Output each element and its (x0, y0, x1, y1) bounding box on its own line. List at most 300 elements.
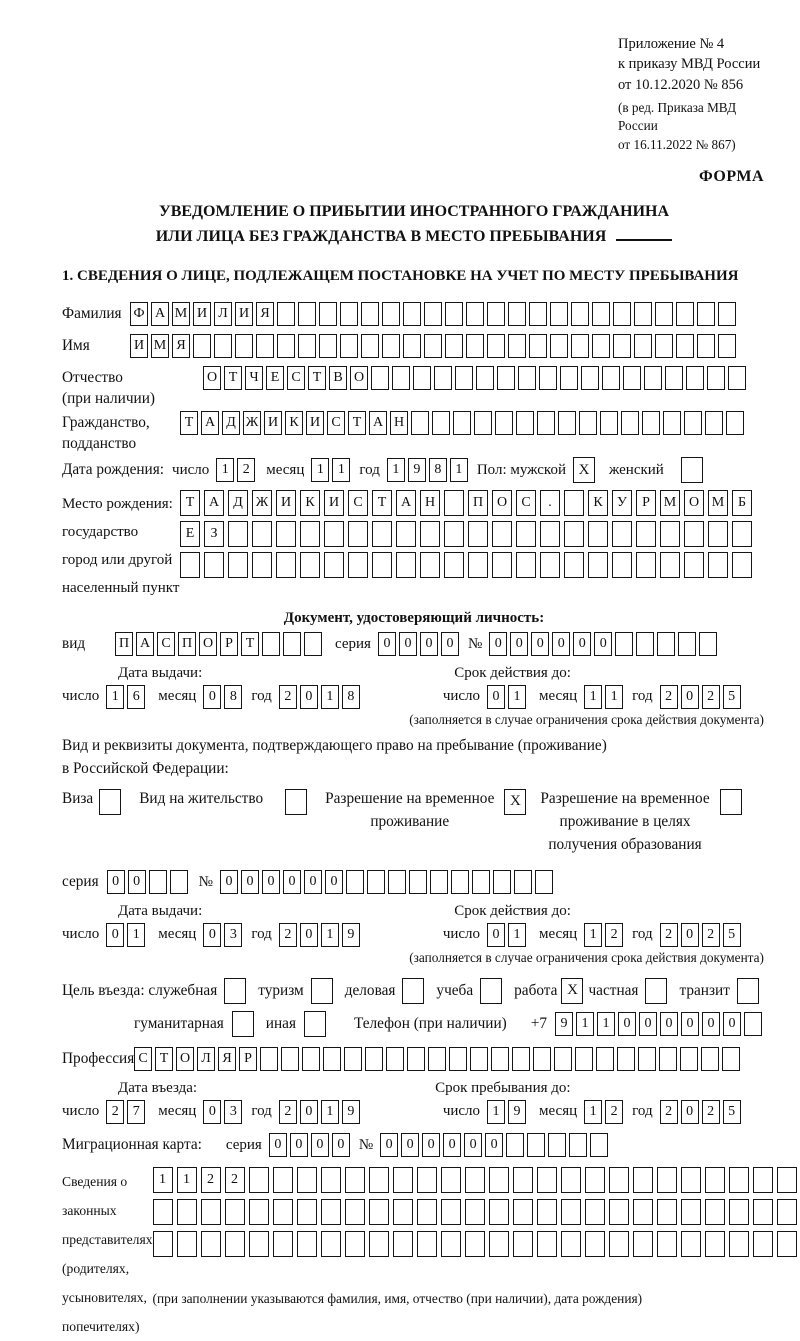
form-cell[interactable] (665, 366, 683, 390)
form-cell[interactable] (300, 521, 320, 547)
form-cell[interactable]: 2 (605, 1100, 623, 1124)
form-cell[interactable] (613, 334, 631, 358)
form-cell[interactable]: Т (180, 490, 200, 516)
form-cell[interactable]: 0 (378, 632, 396, 656)
form-cell[interactable]: 0 (283, 870, 301, 894)
form-cell[interactable] (348, 552, 368, 578)
form-cell[interactable] (149, 870, 167, 894)
form-cell[interactable] (529, 334, 547, 358)
form-cell[interactable]: А (204, 490, 224, 516)
form-cell[interactable] (393, 1199, 413, 1225)
form-cell[interactable] (564, 490, 584, 516)
form-cell[interactable]: С (134, 1047, 152, 1071)
form-cell[interactable] (550, 334, 568, 358)
form-cell[interactable] (636, 552, 656, 578)
form-cell[interactable] (561, 1199, 581, 1225)
form-cell[interactable]: А (136, 632, 154, 656)
form-cell[interactable] (417, 1231, 437, 1257)
form-cell[interactable]: 0 (203, 923, 221, 947)
form-cell[interactable]: 2 (660, 685, 678, 709)
form-cell[interactable] (659, 1047, 677, 1071)
purpose-work-checkbox[interactable]: X (561, 978, 583, 1004)
form-cell[interactable] (561, 1167, 581, 1193)
form-cell[interactable] (434, 366, 452, 390)
form-cell[interactable] (592, 334, 610, 358)
form-cell[interactable]: 9 (408, 458, 426, 482)
form-cell[interactable]: С (157, 632, 175, 656)
form-cell[interactable] (304, 632, 322, 656)
form-cell[interactable] (569, 1133, 587, 1157)
form-cell[interactable] (657, 1231, 677, 1257)
form-cell[interactable]: 0 (300, 685, 318, 709)
form-cell[interactable]: 0 (128, 870, 146, 894)
form-cell[interactable] (660, 521, 680, 547)
form-cell[interactable] (324, 521, 344, 547)
form-cell[interactable] (564, 552, 584, 578)
form-cell[interactable]: 0 (422, 1133, 440, 1157)
form-cell[interactable] (277, 302, 295, 326)
form-cell[interactable] (276, 521, 296, 547)
form-cell[interactable]: О (492, 490, 512, 516)
form-cell[interactable] (214, 334, 232, 358)
form-cell[interactable] (513, 1167, 533, 1193)
form-cell[interactable]: О (203, 366, 221, 390)
purpose-business-checkbox[interactable] (402, 978, 424, 1004)
form-cell[interactable]: 0 (618, 1012, 636, 1036)
form-cell[interactable]: 1 (387, 458, 405, 482)
form-cell[interactable] (686, 366, 704, 390)
form-cell[interactable]: 0 (290, 1133, 308, 1157)
form-cell[interactable] (491, 1047, 509, 1071)
form-cell[interactable]: Я (218, 1047, 236, 1071)
form-cell[interactable]: П (115, 632, 133, 656)
form-cell[interactable] (548, 1133, 566, 1157)
form-cell[interactable] (345, 1199, 365, 1225)
form-cell[interactable]: 0 (269, 1133, 287, 1157)
form-cell[interactable] (396, 552, 416, 578)
form-cell[interactable] (345, 1167, 365, 1193)
form-cell[interactable] (590, 1133, 608, 1157)
form-cell[interactable]: 0 (311, 1133, 329, 1157)
form-cell[interactable]: 2 (702, 1100, 720, 1124)
form-cell[interactable]: 5 (723, 923, 741, 947)
form-cell[interactable] (744, 1012, 762, 1036)
form-cell[interactable] (493, 870, 511, 894)
form-cell[interactable]: М (172, 302, 190, 326)
form-cell[interactable] (514, 870, 532, 894)
form-cell[interactable] (612, 552, 632, 578)
form-cell[interactable] (612, 521, 632, 547)
form-cell[interactable] (655, 302, 673, 326)
form-cell[interactable] (588, 552, 608, 578)
form-cell[interactable] (558, 411, 576, 435)
form-cell[interactable] (321, 1199, 341, 1225)
form-cell[interactable] (298, 334, 316, 358)
form-cell[interactable] (537, 1231, 557, 1257)
form-cell[interactable] (699, 632, 717, 656)
form-cell[interactable]: Т (180, 411, 198, 435)
form-cell[interactable]: 0 (380, 1133, 398, 1157)
form-cell[interactable] (676, 334, 694, 358)
form-cell[interactable] (372, 521, 392, 547)
form-cell[interactable] (533, 1047, 551, 1071)
form-cell[interactable] (596, 1047, 614, 1071)
form-cell[interactable]: 1 (487, 1100, 505, 1124)
form-cell[interactable]: 0 (660, 1012, 678, 1036)
form-cell[interactable] (492, 552, 512, 578)
form-cell[interactable]: О (176, 1047, 194, 1071)
form-cell[interactable] (465, 1167, 485, 1193)
form-cell[interactable]: З (204, 521, 224, 547)
form-cell[interactable] (470, 1047, 488, 1071)
form-cell[interactable] (487, 302, 505, 326)
form-cell[interactable] (297, 1231, 317, 1257)
form-cell[interactable]: 0 (681, 1012, 699, 1036)
purpose-humanitarian-checkbox[interactable] (232, 1011, 254, 1037)
form-cell[interactable] (393, 1167, 413, 1193)
form-cell[interactable] (777, 1231, 797, 1257)
form-cell[interactable]: К (300, 490, 320, 516)
form-cell[interactable] (516, 411, 534, 435)
form-cell[interactable] (449, 1047, 467, 1071)
form-cell[interactable] (420, 552, 440, 578)
form-cell[interactable] (235, 334, 253, 358)
form-cell[interactable] (513, 1231, 533, 1257)
form-cell[interactable] (585, 1199, 605, 1225)
form-cell[interactable] (753, 1167, 773, 1193)
sex-male-checkbox[interactable]: X (573, 457, 595, 483)
form-cell[interactable] (319, 302, 337, 326)
form-cell[interactable] (657, 1199, 677, 1225)
form-cell[interactable] (581, 366, 599, 390)
form-cell[interactable]: С (287, 366, 305, 390)
form-cell[interactable] (367, 870, 385, 894)
form-cell[interactable]: 1 (597, 1012, 615, 1036)
form-cell[interactable]: Т (224, 366, 242, 390)
form-cell[interactable] (277, 334, 295, 358)
form-cell[interactable]: А (201, 411, 219, 435)
form-cell[interactable]: 9 (342, 1100, 360, 1124)
form-cell[interactable] (153, 1199, 173, 1225)
form-cell[interactable] (453, 411, 471, 435)
form-cell[interactable] (609, 1167, 629, 1193)
form-cell[interactable]: 0 (262, 870, 280, 894)
form-cell[interactable] (170, 870, 188, 894)
form-cell[interactable]: 0 (489, 632, 507, 656)
form-cell[interactable] (407, 1047, 425, 1071)
form-cell[interactable] (321, 1167, 341, 1193)
form-cell[interactable]: 0 (681, 685, 699, 709)
form-cell[interactable] (297, 1199, 317, 1225)
form-cell[interactable]: 9 (555, 1012, 573, 1036)
form-cell[interactable]: В (329, 366, 347, 390)
form-cell[interactable]: 2 (605, 923, 623, 947)
form-cell[interactable] (472, 870, 490, 894)
form-cell[interactable]: Т (372, 490, 392, 516)
form-cell[interactable] (539, 366, 557, 390)
form-cell[interactable] (432, 411, 450, 435)
form-cell[interactable]: Л (197, 1047, 215, 1071)
form-cell[interactable] (413, 366, 431, 390)
form-cell[interactable]: Р (636, 490, 656, 516)
form-cell[interactable] (615, 632, 633, 656)
form-cell[interactable]: 0 (304, 870, 322, 894)
form-cell[interactable]: 2 (279, 1100, 297, 1124)
form-cell[interactable] (369, 1231, 389, 1257)
form-cell[interactable]: 1 (321, 923, 339, 947)
form-cell[interactable] (228, 552, 248, 578)
form-cell[interactable]: 6 (127, 685, 145, 709)
form-cell[interactable] (344, 1047, 362, 1071)
form-cell[interactable]: 0 (594, 632, 612, 656)
form-cell[interactable] (516, 521, 536, 547)
form-cell[interactable]: Ж (252, 490, 272, 516)
form-cell[interactable]: Т (155, 1047, 173, 1071)
form-cell[interactable]: Д (228, 490, 248, 516)
temp-residence-edu-checkbox[interactable] (720, 789, 742, 815)
form-cell[interactable] (468, 552, 488, 578)
form-cell[interactable] (540, 552, 560, 578)
form-cell[interactable] (324, 552, 344, 578)
form-cell[interactable] (382, 334, 400, 358)
form-cell[interactable] (392, 366, 410, 390)
form-cell[interactable] (680, 1047, 698, 1071)
purpose-study-checkbox[interactable] (480, 978, 502, 1004)
form-cell[interactable] (728, 366, 746, 390)
form-cell[interactable] (369, 1199, 389, 1225)
form-cell[interactable]: 0 (485, 1133, 503, 1157)
form-cell[interactable]: 1 (321, 1100, 339, 1124)
form-cell[interactable] (722, 1047, 740, 1071)
form-cell[interactable] (753, 1199, 773, 1225)
form-cell[interactable]: Б (732, 490, 752, 516)
form-cell[interactable] (571, 334, 589, 358)
form-cell[interactable] (718, 302, 736, 326)
form-cell[interactable]: 1 (508, 923, 526, 947)
form-cell[interactable] (371, 366, 389, 390)
form-cell[interactable]: 8 (224, 685, 242, 709)
form-cell[interactable]: 0 (399, 632, 417, 656)
form-cell[interactable] (623, 366, 641, 390)
form-cell[interactable]: 2 (660, 923, 678, 947)
form-cell[interactable]: 0 (573, 632, 591, 656)
form-cell[interactable]: 1 (321, 685, 339, 709)
form-cell[interactable] (508, 334, 526, 358)
form-cell[interactable] (444, 521, 464, 547)
form-cell[interactable] (697, 302, 715, 326)
form-cell[interactable]: 2 (201, 1167, 221, 1193)
form-cell[interactable] (345, 1231, 365, 1257)
form-cell[interactable] (777, 1199, 797, 1225)
form-cell[interactable]: 0 (531, 632, 549, 656)
form-cell[interactable] (564, 521, 584, 547)
form-cell[interactable] (642, 411, 660, 435)
form-cell[interactable] (535, 870, 553, 894)
form-cell[interactable] (489, 1231, 509, 1257)
form-cell[interactable] (252, 552, 272, 578)
form-cell[interactable]: Т (241, 632, 259, 656)
form-cell[interactable] (678, 632, 696, 656)
form-cell[interactable] (537, 1199, 557, 1225)
form-cell[interactable] (340, 334, 358, 358)
form-cell[interactable]: Т (308, 366, 326, 390)
form-cell[interactable] (441, 1167, 461, 1193)
form-cell[interactable] (445, 334, 463, 358)
form-cell[interactable] (705, 1199, 725, 1225)
form-cell[interactable] (465, 1231, 485, 1257)
form-cell[interactable] (430, 870, 448, 894)
form-cell[interactable] (684, 521, 704, 547)
form-cell[interactable] (663, 411, 681, 435)
form-cell[interactable] (537, 1167, 557, 1193)
form-cell[interactable] (276, 552, 296, 578)
form-cell[interactable] (393, 1231, 413, 1257)
form-cell[interactable] (249, 1199, 269, 1225)
form-cell[interactable] (726, 411, 744, 435)
form-cell[interactable] (444, 552, 464, 578)
form-cell[interactable]: А (151, 302, 169, 326)
form-cell[interactable] (466, 334, 484, 358)
form-cell[interactable] (681, 1199, 701, 1225)
form-cell[interactable]: 0 (420, 632, 438, 656)
form-cell[interactable]: 2 (237, 458, 255, 482)
form-cell[interactable] (256, 334, 274, 358)
form-cell[interactable] (281, 1047, 299, 1071)
form-cell[interactable] (323, 1047, 341, 1071)
form-cell[interactable] (386, 1047, 404, 1071)
form-cell[interactable] (633, 1231, 653, 1257)
form-cell[interactable]: Л (214, 302, 232, 326)
form-cell[interactable]: 1 (153, 1167, 173, 1193)
form-cell[interactable]: 0 (639, 1012, 657, 1036)
form-cell[interactable] (705, 1167, 725, 1193)
form-cell[interactable] (506, 1133, 524, 1157)
form-cell[interactable] (634, 334, 652, 358)
form-cell[interactable]: Ж (243, 411, 261, 435)
form-cell[interactable]: Н (420, 490, 440, 516)
form-cell[interactable] (487, 334, 505, 358)
form-cell[interactable] (732, 552, 752, 578)
form-cell[interactable] (489, 1199, 509, 1225)
form-cell[interactable] (512, 1047, 530, 1071)
form-cell[interactable] (249, 1167, 269, 1193)
form-cell[interactable]: С (516, 490, 536, 516)
form-cell[interactable]: 0 (332, 1133, 350, 1157)
form-cell[interactable] (228, 521, 248, 547)
form-cell[interactable] (633, 1199, 653, 1225)
form-cell[interactable] (180, 552, 200, 578)
form-cell[interactable]: Я (172, 334, 190, 358)
form-cell[interactable] (396, 521, 416, 547)
form-cell[interactable]: 0 (681, 1100, 699, 1124)
form-cell[interactable] (513, 1199, 533, 1225)
purpose-tourism-checkbox[interactable] (311, 978, 333, 1004)
form-cell[interactable] (638, 1047, 656, 1071)
form-cell[interactable] (657, 1167, 677, 1193)
form-cell[interactable] (361, 334, 379, 358)
form-cell[interactable] (466, 302, 484, 326)
form-cell[interactable] (516, 552, 536, 578)
form-cell[interactable] (273, 1199, 293, 1225)
form-cell[interactable] (633, 1167, 653, 1193)
form-cell[interactable]: 0 (487, 685, 505, 709)
form-cell[interactable] (588, 521, 608, 547)
form-cell[interactable] (417, 1167, 437, 1193)
form-cell[interactable] (777, 1167, 797, 1193)
form-cell[interactable]: 0 (241, 870, 259, 894)
form-cell[interactable]: О (684, 490, 704, 516)
form-cell[interactable]: К (285, 411, 303, 435)
form-cell[interactable] (201, 1231, 221, 1257)
purpose-other-checkbox[interactable] (304, 1011, 326, 1037)
form-cell[interactable] (575, 1047, 593, 1071)
form-cell[interactable] (681, 1231, 701, 1257)
form-cell[interactable] (300, 552, 320, 578)
form-cell[interactable]: 9 (508, 1100, 526, 1124)
form-cell[interactable]: 1 (216, 458, 234, 482)
form-cell[interactable]: 0 (702, 1012, 720, 1036)
form-cell[interactable]: 0 (681, 923, 699, 947)
purpose-transit-checkbox[interactable] (737, 978, 759, 1004)
form-cell[interactable] (697, 334, 715, 358)
form-cell[interactable]: 2 (279, 685, 297, 709)
form-cell[interactable]: 3 (224, 923, 242, 947)
form-cell[interactable] (361, 302, 379, 326)
form-cell[interactable]: 0 (300, 1100, 318, 1124)
form-cell[interactable] (260, 1047, 278, 1071)
form-cell[interactable] (684, 552, 704, 578)
form-cell[interactable]: П (178, 632, 196, 656)
form-cell[interactable]: 8 (342, 685, 360, 709)
form-cell[interactable] (609, 1231, 629, 1257)
form-cell[interactable] (372, 552, 392, 578)
form-cell[interactable] (403, 334, 421, 358)
form-cell[interactable] (153, 1231, 173, 1257)
form-cell[interactable]: 0 (203, 1100, 221, 1124)
form-cell[interactable] (409, 870, 427, 894)
form-cell[interactable]: 1 (605, 685, 623, 709)
form-cell[interactable]: 3 (224, 1100, 242, 1124)
form-cell[interactable] (411, 411, 429, 435)
form-cell[interactable]: О (199, 632, 217, 656)
form-cell[interactable] (518, 366, 536, 390)
form-cell[interactable] (369, 1167, 389, 1193)
form-cell[interactable] (592, 302, 610, 326)
form-cell[interactable] (468, 521, 488, 547)
form-cell[interactable] (554, 1047, 572, 1071)
form-cell[interactable] (382, 302, 400, 326)
form-cell[interactable] (252, 521, 272, 547)
form-cell[interactable] (705, 1231, 725, 1257)
form-cell[interactable]: 0 (300, 923, 318, 947)
form-cell[interactable]: Д (222, 411, 240, 435)
form-cell[interactable]: М (151, 334, 169, 358)
form-cell[interactable] (732, 521, 752, 547)
form-cell[interactable]: 8 (429, 458, 447, 482)
form-cell[interactable]: 0 (552, 632, 570, 656)
form-cell[interactable] (684, 411, 702, 435)
form-cell[interactable] (617, 1047, 635, 1071)
form-cell[interactable] (729, 1167, 749, 1193)
form-cell[interactable]: 1 (584, 1100, 602, 1124)
form-cell[interactable] (474, 411, 492, 435)
form-cell[interactable]: 0 (220, 870, 238, 894)
form-cell[interactable] (718, 334, 736, 358)
form-cell[interactable]: 1 (584, 923, 602, 947)
form-cell[interactable] (297, 1167, 317, 1193)
form-cell[interactable]: С (327, 411, 345, 435)
form-cell[interactable] (634, 302, 652, 326)
